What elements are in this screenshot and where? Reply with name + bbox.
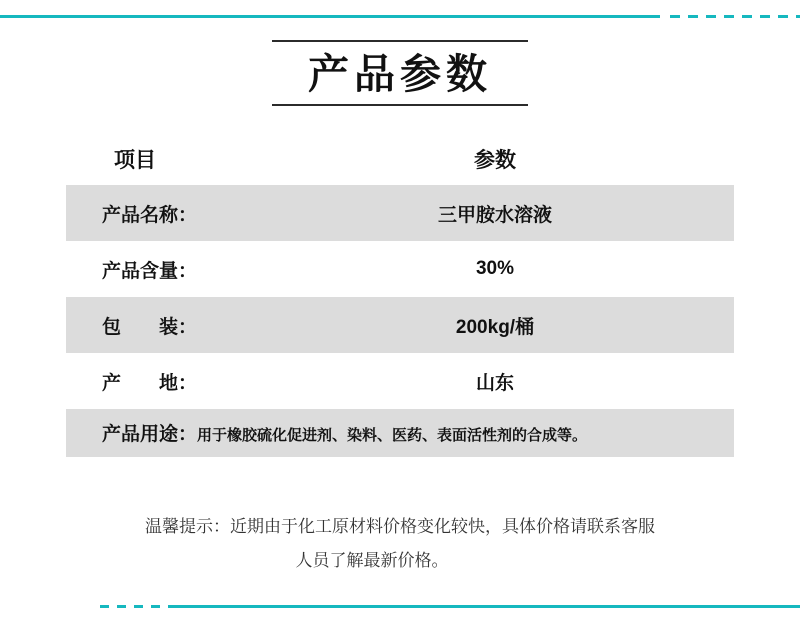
row-value-usage: 用于橡胶硫化促进剂、染料、医药、表面活性剂的合成等。 — [197, 427, 588, 444]
title-block — [0, 40, 800, 106]
row-value-content: 30% — [475, 258, 515, 279]
top-divider-solid — [0, 15, 660, 18]
row-value-packaging: 200kg/桶 — [455, 316, 535, 338]
row-label-product-name: 产品名称： — [102, 204, 198, 226]
row-label-usage: 产品用途： — [102, 424, 198, 445]
row-label-content: 产品含量： — [102, 260, 198, 282]
header-label-value: 参数 — [474, 149, 516, 172]
bottom-divider — [0, 604, 800, 608]
parameters-table — [66, 133, 734, 457]
page-title: 产品参数 — [308, 51, 492, 97]
row-value-product-name: 三甲胺水溶液 — [437, 204, 552, 226]
table-header-row — [66, 133, 734, 185]
table-row — [66, 297, 734, 353]
notice-line-2: 人员了解最新价格。 — [295, 551, 449, 570]
notice-text — [66, 510, 734, 578]
row-label-origin: 产 地： — [102, 372, 198, 394]
row-value-origin: 山东 — [475, 372, 514, 394]
notice-line-1: 温馨提示：近期由于化工原材料价格变化较快，具体价格请联系客服 — [145, 517, 655, 536]
top-divider-dashes — [670, 15, 800, 18]
header-label-item: 项目 — [114, 149, 156, 172]
row-label-packaging: 包 装： — [102, 316, 198, 338]
bottom-divider-solid — [168, 605, 800, 608]
title-bottom-rule — [272, 104, 528, 106]
table-row — [66, 241, 734, 297]
table-row-usage — [66, 409, 734, 457]
table-row — [66, 185, 734, 241]
bottom-divider-dashes — [100, 605, 160, 608]
top-divider — [0, 14, 800, 18]
table-row — [66, 353, 734, 409]
